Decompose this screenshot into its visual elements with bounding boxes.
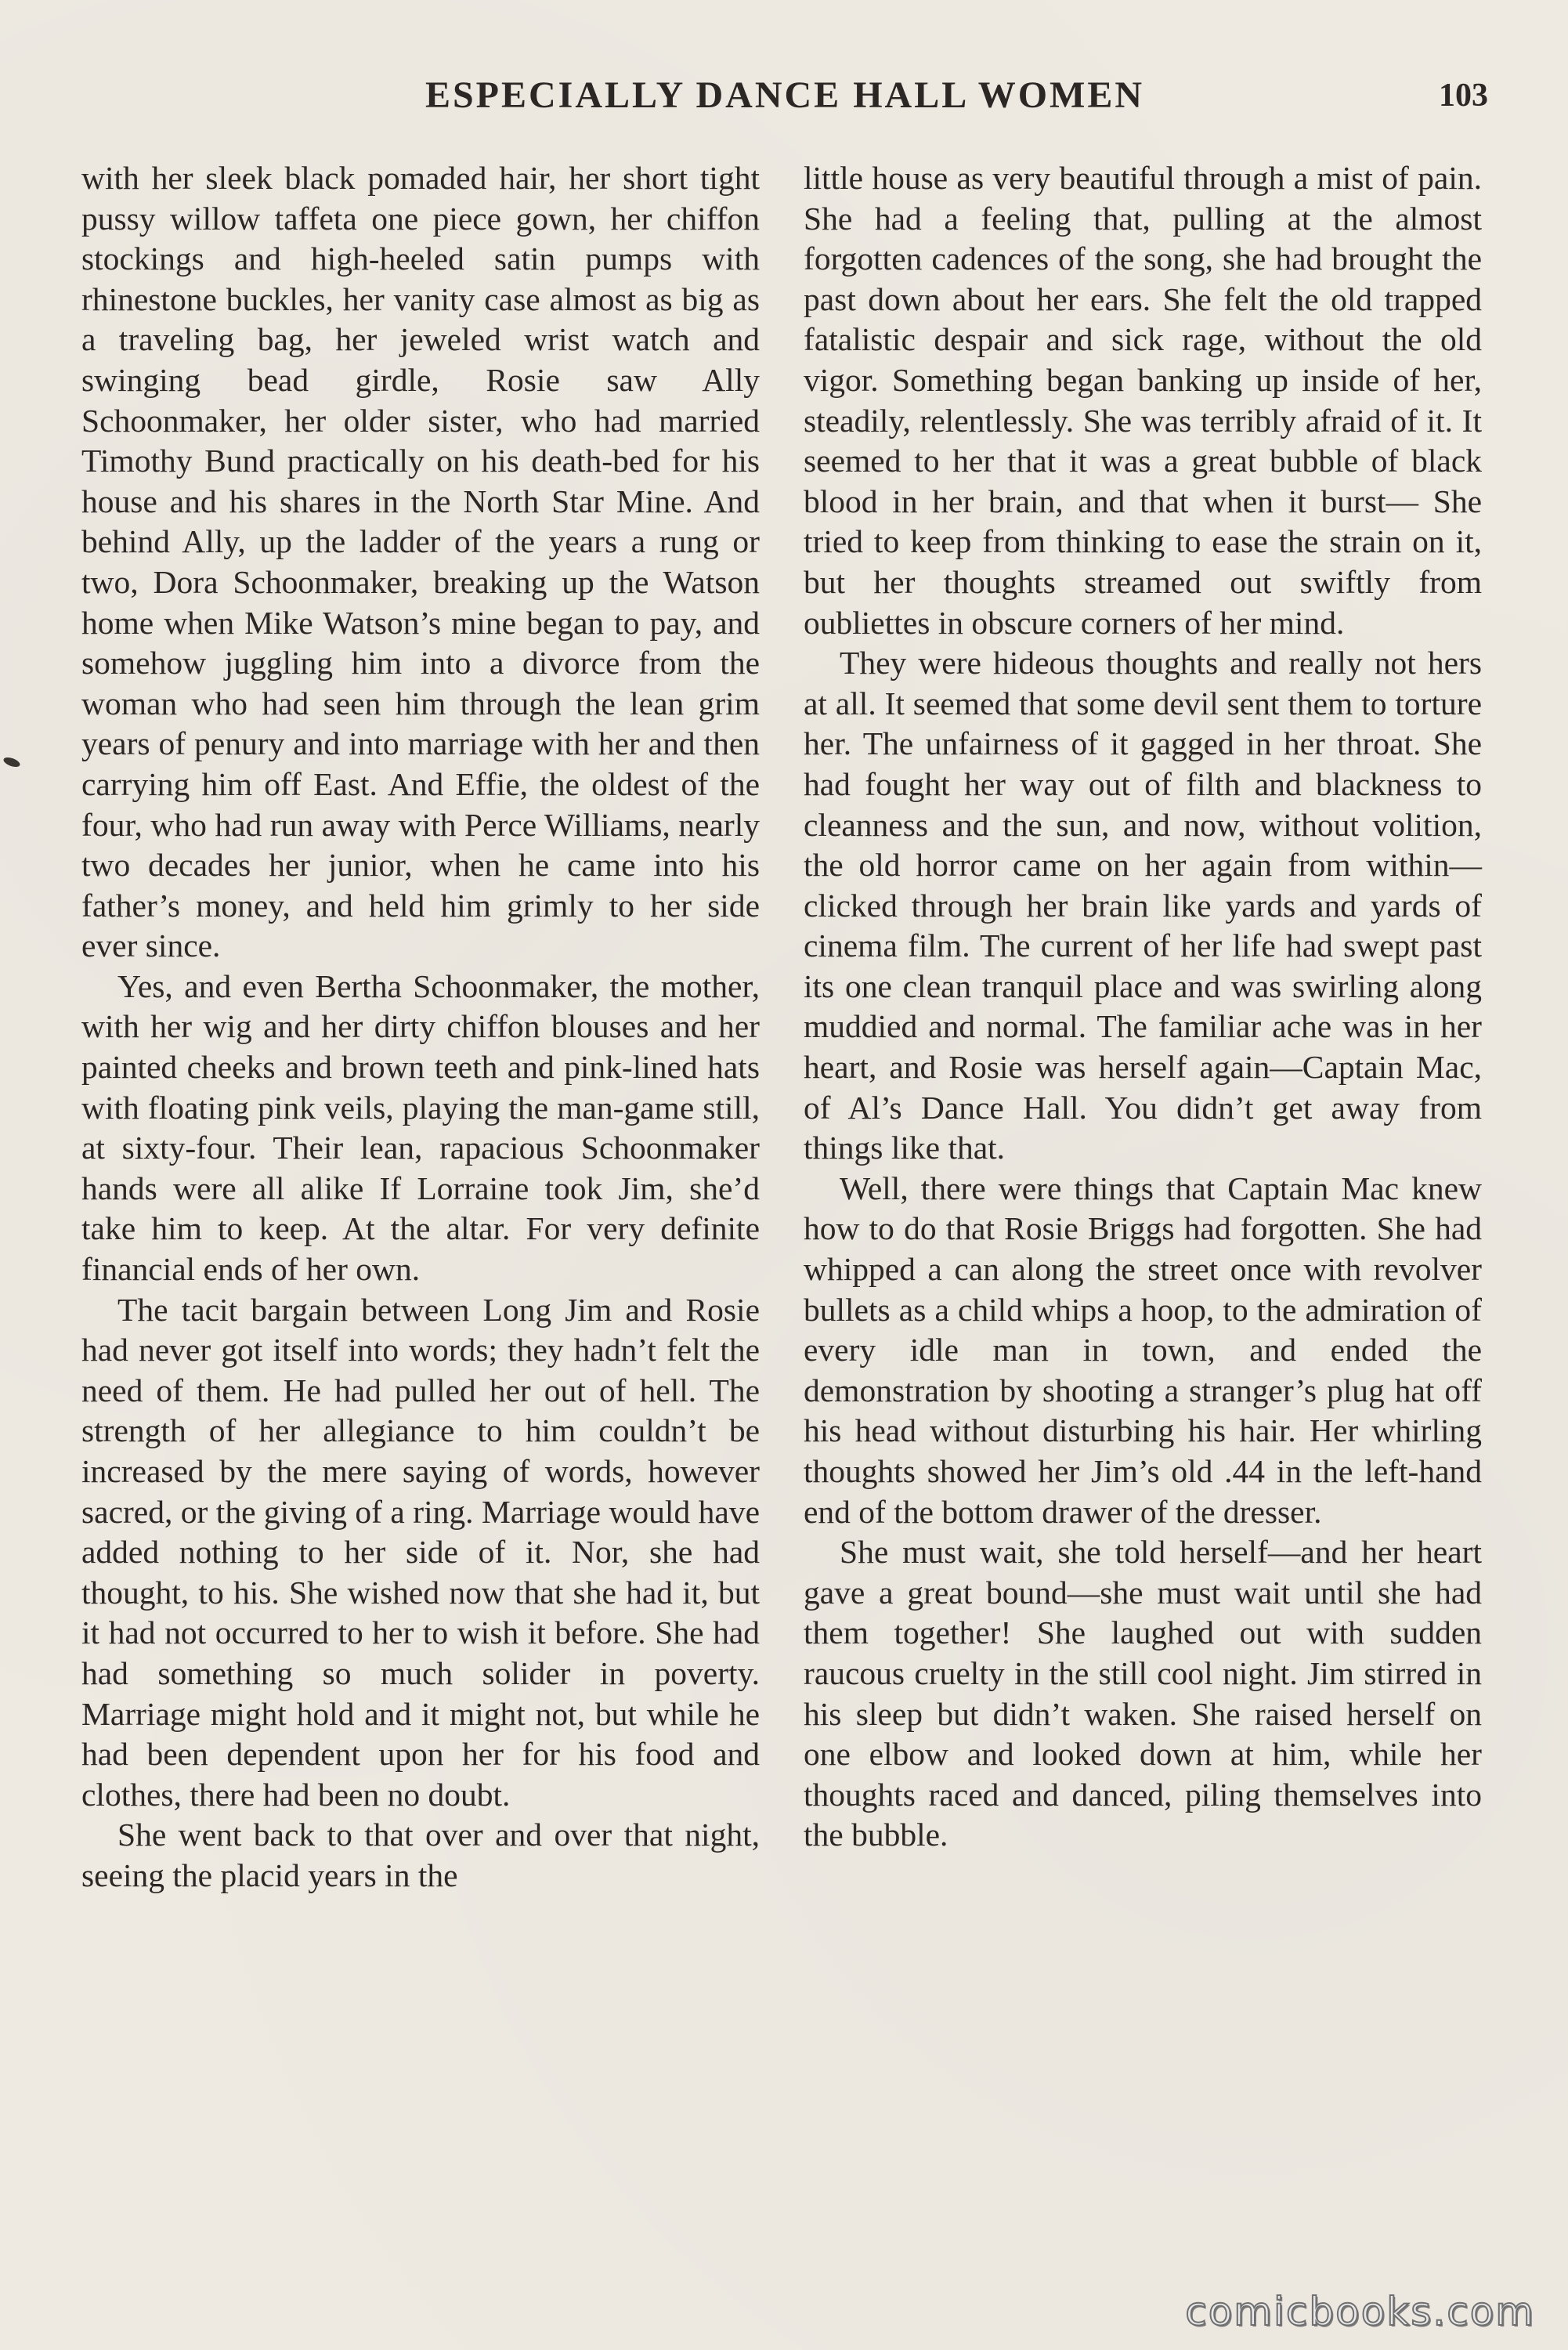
paragraph: little house as very beautiful through a mist of pain. She had a feeling that, pulling at the almost forgotten cadences of the song, she had brought the past down about her ears. She felt the old trapped fatalistic despair and sick rage, without the old vigor. Something began banking up inside of her, steadily, relentlessly. She was terribly afraid of it. It seemed to her that it was a great bubble of black blood in her brain, and that when it burst— She tried to keep from thinking to ease the strain on it, but her thoughts streamed out swiftly from oubliettes in obscure corners of her mind.	[804, 160, 1482, 641]
right-column	[804, 158, 1482, 1856]
paragraph: Well, there were things that Captain Mac knew how to do that Rosie Briggs had forgotten. She had whipped a can along the street once with revolver bullets as a child whips a hoop, to the admiration of every idle man in town, and ended the demonstration by shooting a stranger’s plug hat off his head without disturbing his hair. Her whirling thoughts showed her Jim’s old .44 in the left-hand end of the bottom drawer of the dresser.	[804, 1170, 1482, 1530]
watermark-logo: comicbooks.com	[1185, 2289, 1535, 2334]
paragraph: with her sleek black pomaded hair, her short tight pussy willow taffeta one piece gown, her chiffon stockings and high-heeled satin pumps with rhinestone buckles, her vanity case almost as big as a traveling bag, her jeweled wrist watch and swinging bead girdle, Rosie saw Ally Schoonmaker, her older sister, who had married Timothy Bund practically on his death-bed for his house and his shares in the North Star Mine. And behind Ally, up the ladder of the years a rung or two, Dora Schoonmaker, breaking up the Watson home when Mike Watson’s mine began to pay, and somehow juggling him into a divorce from the woman who had seen him through the lean grim years of penury and into marriage with her and then carrying him off East. And Effie, the oldest of the four, who had run away with Perce Williams, nearly two decades her junior, when he came into his father’s money, and held him grimly to her side ever since.	[81, 160, 760, 964]
paragraph: She went back to that over and over that night, seeing the placid years in the	[81, 1817, 760, 1893]
paragraph: Yes, and even Bertha Schoonmaker, the mother, with her wig and her dirty chiffon blouses and her painted cheeks and brown teeth and pink-lined hats with floating pink veils, playing the man-game still, at sixty-four. Their lean, rapacious Schoonmaker hands were all alike If Lorraine took Jim, she’d take him to keep. At the altar. For very definite financial ends of her own.	[81, 967, 760, 1288]
paragraph: She must wait, she told herself—and her heart gave a great bound—she must wait until she had them together! She laughed out with sudden raucous cruelty in the still cool night. Jim stirred in his sleep but didn’t waken. She raised herself on one elbow and looked down at him, while her thoughts raced and danced, piling themselves into the bubble.	[804, 1534, 1482, 1853]
ink-speck	[2, 756, 21, 769]
running-head	[81, 72, 1488, 119]
running-title: ESPECIALLY DANCE HALL WOMEN	[425, 74, 1145, 116]
paragraph: They were hideous thoughts and really not hers at all. It seemed that some devil sent them to torture her. The unfairness of it gagged in her throat. She had fought her way out of filth and blackness to cleanness and the sun, and now, without volition, the old horror came on her again from within—clicked through her brain like yards and yards of cinema film. The current of her life had swept past its one clean tranquil place and was swirling along muddied and normal. The familiar ache was in her heart, and Rosie was herself again—Captain Mac, of Al’s Dance Hall. You didn’t get away from things like that.	[804, 645, 1482, 1166]
paragraph: The tacit bargain between Long Jim and Rosie had never got itself into words; they hadn’t felt the need of them. He had pulled her out of hell. The strength of her allegiance to him couldn’t be increased by the mere saying of words, however sacred, or the giving of a ring. Marriage would have added nothing to her side of it. Nor, she had thought, to his. She wished now that she had it, but it had not occurred to her to wish it before. She had had something so much solider in poverty. Marriage might hold and it might not, but while he had been dependent upon her for his food and clothes, there had been no doubt.	[81, 1291, 760, 1813]
left-column	[81, 158, 760, 1896]
page-number: 103	[1439, 78, 1488, 114]
